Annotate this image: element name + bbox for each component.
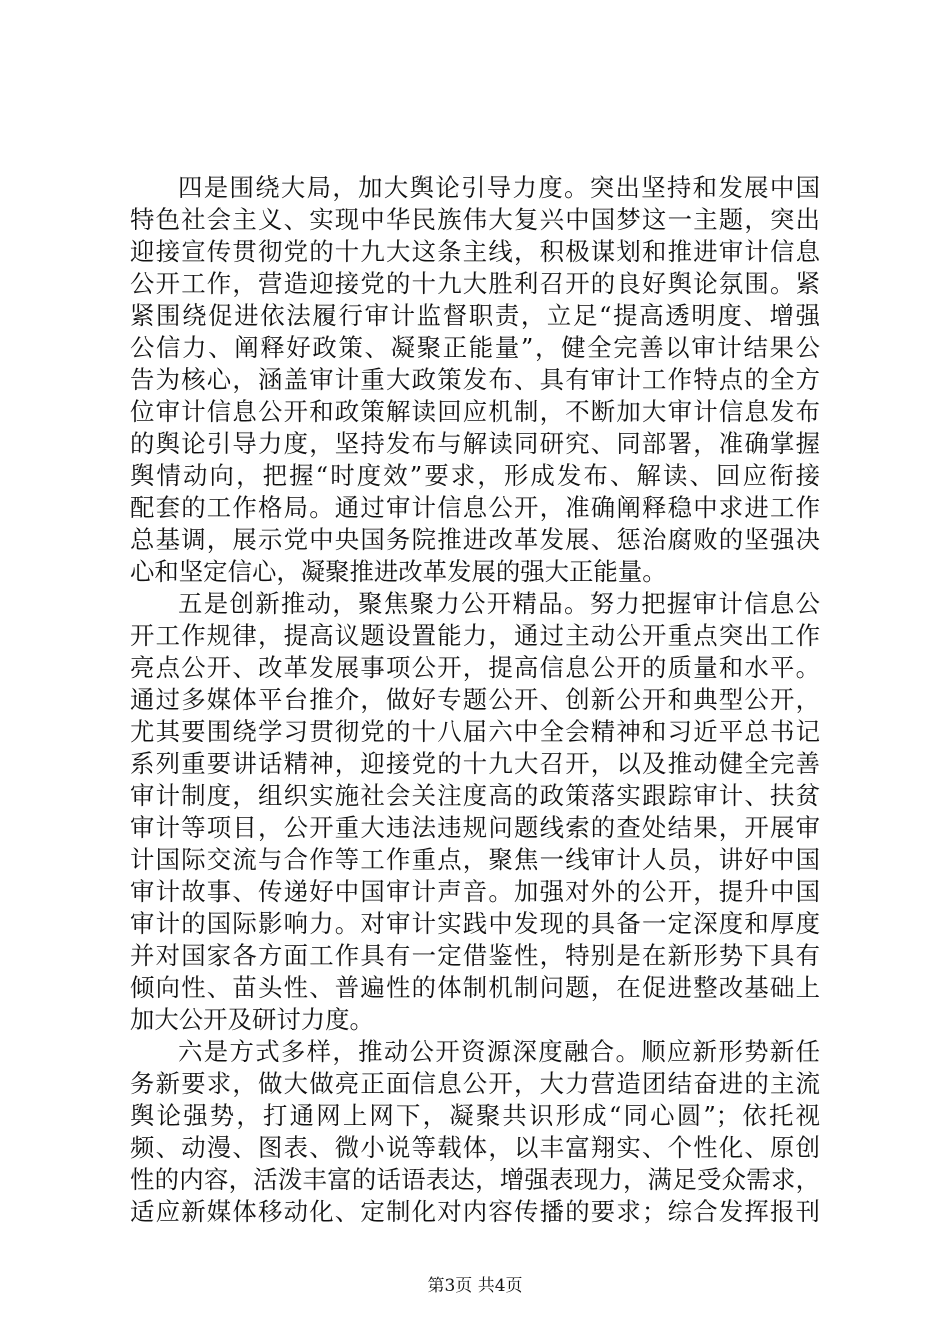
- text-line: 性的内容，活泼丰富的话语表达，增强表现力，满足受众需求，: [130, 1165, 820, 1194]
- text-line: 舆论强势，打通网上网下，凝聚共识形成“同心圆”；依托视: [130, 1101, 820, 1130]
- text-line: 总基调，展示党中央国务院推进改革发展、惩治腐败的坚强决: [130, 525, 820, 554]
- paragraph: [130, 172, 820, 588]
- page-footer: 第3页 共4页: [427, 1276, 523, 1296]
- text-line: 五是创新推动，聚焦聚力公开精品。努力把握审计信息公: [178, 589, 820, 618]
- text-line: 系列重要讲话精神，迎接党的十九大召开，以及推动健全完善: [130, 749, 820, 778]
- paragraph: [130, 588, 820, 1036]
- text-line: 迎接宣传贯彻党的十九大这条主线，积极谋划和推进审计信息: [130, 237, 820, 266]
- text-line: 配套的工作格局。通过审计信息公开，准确阐释稳中求进工作: [130, 493, 820, 522]
- text-line: 紧围绕促进依法履行审计监督职责，立足“提高透明度、增强: [130, 301, 820, 330]
- paragraph: [130, 1036, 820, 1228]
- text-line: 亮点公开、改革发展事项公开，提高信息公开的质量和水平。: [130, 653, 820, 682]
- text-line: 务新要求，做大做亮正面信息公开，大力营造团结奋进的主流: [130, 1069, 820, 1098]
- text-line: 六是方式多样，推动公开资源深度融合。顺应新形势新任: [178, 1037, 820, 1066]
- text-line: 开工作规律，提高议题设置能力，通过主动公开重点突出工作: [130, 621, 820, 650]
- text-line: 公信力、阐释好政策、凝聚正能量”，健全完善以审计结果公: [130, 333, 820, 362]
- text-line: 倾向性、苗头性、普遍性的体制机制问题，在促进整改基础上: [130, 973, 820, 1002]
- text-line: 告为核心，涵盖审计重大政策发布、具有审计工作特点的全方: [130, 365, 820, 394]
- text-line: 计国际交流与合作等工作重点，聚焦一线审计人员，讲好中国: [130, 845, 820, 874]
- text-line: 位审计信息公开和政策解读回应机制，不断加大审计信息发布: [130, 397, 820, 426]
- text-line: 特色社会主义、实现中华民族伟大复兴中国梦这一主题，突出: [130, 205, 820, 234]
- text-line: 审计故事、传递好中国审计声音。加强对外的公开，提升中国: [130, 877, 820, 906]
- text-line: 的舆论引导力度，坚持发布与解读同研究、同部署，准确掌握: [130, 429, 820, 458]
- text-line: 心和坚定信心，凝聚推进改革发展的强大正能量。: [130, 557, 667, 586]
- text-line: 适应新媒体移动化、定制化对内容传播的要求；综合发挥报刊: [130, 1197, 820, 1226]
- text-line: 四是围绕大局，加大舆论引导力度。突出坚持和发展中国: [178, 173, 820, 202]
- document-body: [130, 172, 820, 1228]
- text-line: 并对国家各方面工作具有一定借鉴性，特别是在新形势下具有: [130, 941, 820, 970]
- text-line: 通过多媒体平台推介，做好专题公开、创新公开和典型公开，: [130, 685, 820, 714]
- text-line: 加大公开及研讨力度。: [130, 1005, 374, 1034]
- text-line: 舆情动向，把握“时度效”要求，形成发布、解读、回应衔接: [130, 461, 820, 490]
- text-line: 公开工作，营造迎接党的十九大胜利召开的良好舆论氛围。紧: [130, 269, 820, 298]
- text-line: 频、动漫、图表、微小说等载体，以丰富翔实、个性化、原创: [130, 1133, 820, 1162]
- text-line: 审计的国际影响力。对审计实践中发现的具备一定深度和厚度: [130, 909, 820, 938]
- text-line: 审计制度，组织实施社会关注度高的政策落实跟踪审计、扶贫: [130, 781, 820, 810]
- text-line: 尤其要围绕学习贯彻党的十八届六中全会精神和习近平总书记: [130, 717, 820, 746]
- text-line: 审计等项目，公开重大违法违规问题线索的查处结果，开展审: [130, 813, 820, 842]
